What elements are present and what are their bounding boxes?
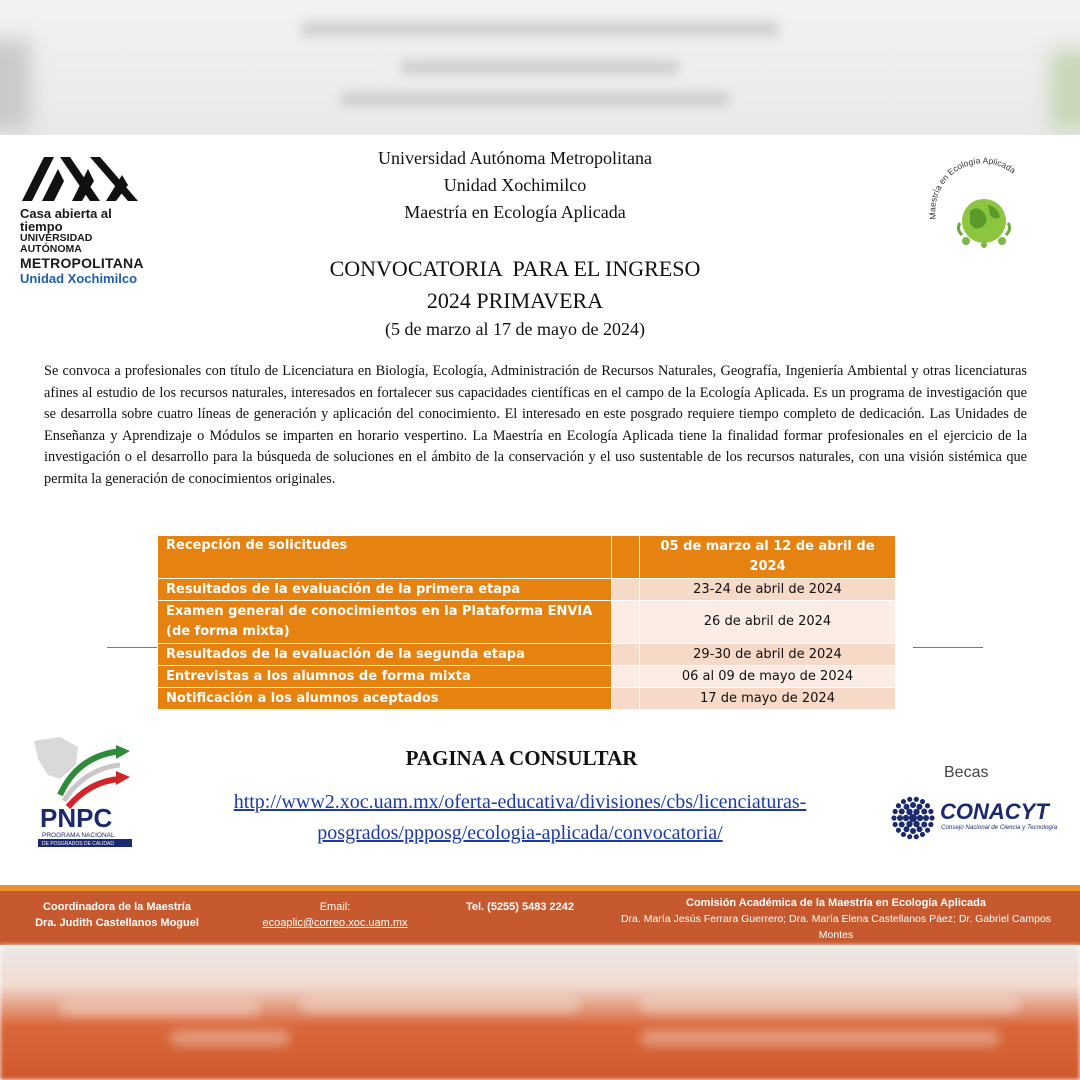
schedule-activity: Resultados de la evaluación de la primera etapa	[158, 579, 612, 601]
link-line1[interactable]: http://www2.xoc.uam.mx/oferta-educativa/divisiones/cbs/licenciaturas-	[233, 791, 807, 813]
table-row	[158, 536, 896, 579]
document-header	[300, 145, 730, 226]
table-row	[158, 579, 896, 601]
phone-number: Tel. (5255) 5483 2242	[465, 901, 575, 913]
uam-motto: Casa abierta al tiempo	[20, 206, 112, 234]
schedule-activity: Recepción de solicitudes	[158, 536, 612, 579]
blurred-background-top	[0, 0, 1080, 135]
schedule-date: 23-24 de abril de 2024	[640, 579, 896, 601]
commission-members: Dra. María Jesús Ferrara Guerrero; Dra. María Elena Castellanos Páez; Dr. Gabriel Campos Montes	[620, 913, 1052, 941]
link-line2[interactable]: posgrados/ppposg/ecologia-aplicada/convocatoria/	[317, 822, 723, 844]
uam-emblem-icon	[20, 155, 140, 203]
schedule-date: 06 al 09 de mayo de 2024	[640, 666, 896, 688]
header-program: Maestría en Ecología Aplicada	[404, 202, 626, 222]
schedule-activity: Entrevistas a los alumnos de forma mixta	[158, 666, 612, 688]
table-row	[158, 688, 896, 710]
announcement-document	[0, 135, 1080, 945]
blurred-background-bottom	[0, 945, 1080, 1080]
uam-name-line1: UNIVERSIDAD AUTÓNOMA	[20, 232, 93, 255]
table-row	[158, 601, 896, 644]
schedule-table	[157, 535, 896, 710]
schedule-date: 29-30 de abril de 2024	[640, 644, 896, 666]
conacyt-logo	[888, 793, 1058, 843]
announcement-title	[230, 253, 800, 317]
pnpc-line1: PROGRAMA NACIONAL	[42, 832, 115, 839]
footer-email	[240, 899, 430, 931]
schedule-date: 17 de mayo de 2024	[640, 688, 896, 710]
email-label: Email:	[319, 901, 351, 913]
footer-bar	[0, 885, 1080, 945]
header-university: Universidad Autónoma Metropolitana	[378, 148, 652, 168]
uam-logo	[20, 155, 152, 286]
footer-coordinator	[22, 899, 212, 931]
convocatoria-link[interactable]	[160, 787, 880, 849]
pnpc-name: PNPC	[40, 803, 113, 833]
announcement-dates: (5 de marzo al 17 de mayo de 2024)	[385, 319, 645, 339]
schedule-date: 05 de marzo al 12 de abril de 2024	[640, 536, 896, 579]
becas-label: Becas	[944, 764, 989, 781]
title-line2: 2024 PRIMAVERA	[426, 288, 604, 313]
divider-right	[913, 647, 983, 648]
title-line1: CONVOCATORIA PARA EL INGRESO	[329, 256, 701, 281]
consult-heading: PAGINA A CONSULTAR	[405, 746, 638, 770]
footer-phone	[450, 899, 590, 915]
coordinator-name: Dra. Judith Castellanos Moguel	[35, 917, 199, 929]
schedule-activity: Notificación a los alumnos aceptados	[158, 688, 612, 710]
commission-title: Comisión Académica de la Maestría en Ecología Aplicada	[686, 897, 986, 909]
table-row	[158, 666, 896, 688]
ecologia-aplicada-logo	[922, 153, 1042, 253]
email-link[interactable]: ecoaplic@correo.xoc.uam.mx	[262, 917, 408, 929]
table-row	[158, 644, 896, 666]
conacyt-name: CONACYT	[940, 799, 1049, 824]
header-unit: Unidad Xochimilco	[443, 175, 587, 195]
intro-paragraph: Se convoca a profesionales con título de Licenciatura en Biología, Ecología, Administración de Recursos Naturales, Geografía, Ingeniería Ambiental y otras licenciaturas afines al estudio de los recursos naturales, interesados en fortalecer sus capacidades científicas en el campo de la Ecología Aplicada. Es un programa de investigación que se desarrolla sobre cuatro líneas de generación y aplicación del conocimiento. El interesado en este posgrado requiere tiempo completo de dedicación. Las Unidades de Enseñanza y Aprendizaje o Módulos se imparten en horario vespertino. La Maestría en Ecología Aplicada tiene la finalidad formar profesionales en el ejercicio de la investigación o el desarrollo para la búsqueda de soluciones en el ámbito de la conservación y el uso sustentable de los recursos naturales, con una visión sistémica que permita la generación de conocimientos originales.	[44, 363, 1027, 487]
coordinator-title: Coordinadora de la Maestría	[43, 901, 191, 913]
pnpc-line2: DE POSGRADOS DE CALIDAD	[42, 841, 114, 847]
schedule-activity: Examen general de conocimientos en la Plataforma ENVIA (de forma mixta)	[158, 601, 612, 644]
footer-commission	[606, 895, 1066, 943]
conacyt-subtitle: Consejo Nacional de Ciencia y Tecnología	[941, 824, 1058, 831]
uam-name-line2: METROPOLITANA	[20, 255, 144, 271]
schedule-date: 26 de abril de 2024	[640, 601, 896, 644]
schedule-activity: Resultados de la evaluación de la segunda etapa	[158, 644, 612, 666]
eco-logo-arc-text: Maestría en Ecología Aplicada	[927, 155, 1018, 220]
conacyt-emblem-icon	[888, 793, 938, 843]
uam-name-line3: Unidad Xochimilco	[20, 271, 138, 286]
pnpc-logo	[30, 735, 140, 847]
divider-left	[107, 647, 159, 648]
